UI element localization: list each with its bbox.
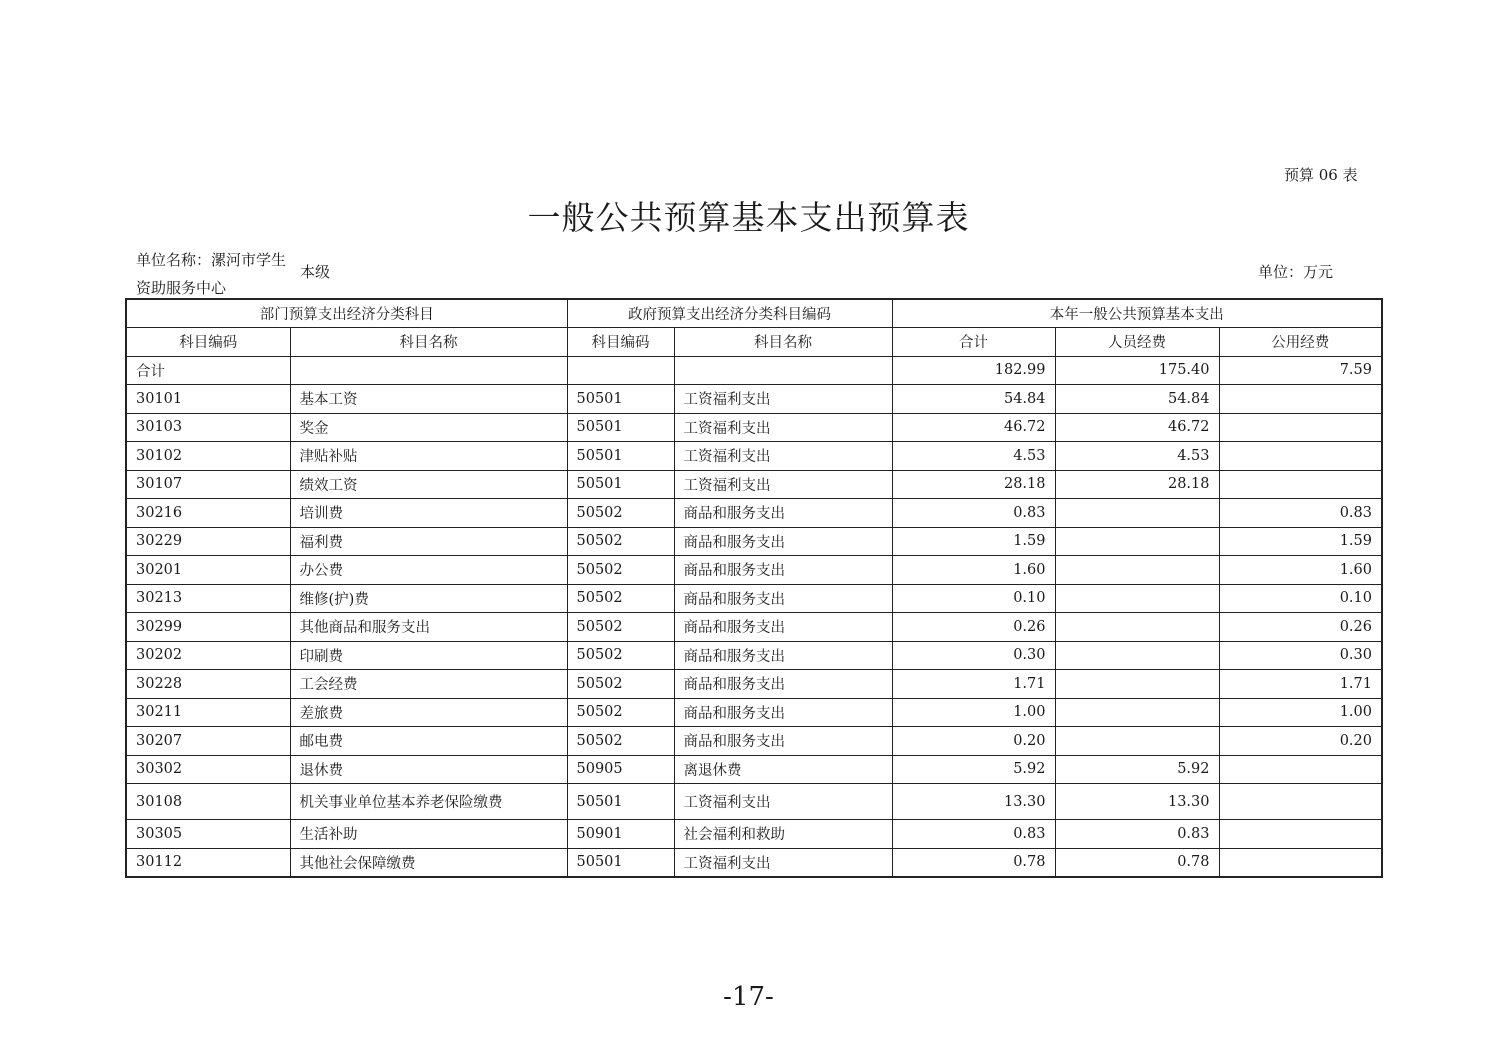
row-gov-name: 商品和服务支出 bbox=[674, 698, 892, 727]
row-gov-name: 商品和服务支出 bbox=[674, 613, 892, 642]
row-name: 奖金 bbox=[290, 413, 567, 442]
table-row bbox=[126, 784, 1382, 820]
row-gov-name: 社会福利和救助 bbox=[674, 820, 892, 849]
row-gov-name: 商品和服务支出 bbox=[674, 499, 892, 528]
row-personnel bbox=[1055, 698, 1219, 727]
row-gov-name: 工资福利支出 bbox=[674, 848, 892, 877]
col-header-public: 公用经费 bbox=[1219, 328, 1382, 357]
row-gov-code: 50905 bbox=[567, 755, 674, 784]
row-name: 退休费 bbox=[290, 755, 567, 784]
row-code: 30112 bbox=[126, 848, 290, 877]
row-name: 工会经费 bbox=[290, 670, 567, 699]
row-total: 1.59 bbox=[892, 527, 1055, 556]
row-name: 绩效工资 bbox=[290, 470, 567, 499]
row-total: 0.83 bbox=[892, 499, 1055, 528]
row-name: 其他商品和服务支出 bbox=[290, 613, 567, 642]
row-personnel: 5.92 bbox=[1055, 755, 1219, 784]
row-code: 30305 bbox=[126, 820, 290, 849]
row-name: 差旅费 bbox=[290, 698, 567, 727]
total-label: 合计 bbox=[126, 356, 290, 385]
table-row bbox=[126, 641, 1382, 670]
row-total: 1.71 bbox=[892, 670, 1055, 699]
table-row bbox=[126, 613, 1382, 642]
row-personnel: 46.72 bbox=[1055, 413, 1219, 442]
table-row bbox=[126, 727, 1382, 756]
row-code: 30299 bbox=[126, 613, 290, 642]
total-row bbox=[126, 356, 1382, 385]
table-row bbox=[126, 556, 1382, 585]
row-gov-name: 工资福利支出 bbox=[674, 470, 892, 499]
row-personnel: 0.78 bbox=[1055, 848, 1219, 877]
row-code: 30229 bbox=[126, 527, 290, 556]
row-gov-code: 50501 bbox=[567, 470, 674, 499]
row-personnel: 13.30 bbox=[1055, 784, 1219, 820]
row-gov-code: 50502 bbox=[567, 641, 674, 670]
row-total: 46.72 bbox=[892, 413, 1055, 442]
table-row bbox=[126, 698, 1382, 727]
total-public: 7.59 bbox=[1219, 356, 1382, 385]
row-name: 邮电费 bbox=[290, 727, 567, 756]
table-row bbox=[126, 820, 1382, 849]
row-gov-code: 50501 bbox=[567, 442, 674, 471]
col-header-name: 科目名称 bbox=[290, 328, 567, 357]
row-gov-code: 50502 bbox=[567, 613, 674, 642]
row-personnel: 28.18 bbox=[1055, 470, 1219, 499]
row-gov-name: 工资福利支出 bbox=[674, 385, 892, 414]
row-public: 0.10 bbox=[1219, 584, 1382, 613]
table-row bbox=[126, 527, 1382, 556]
unit-currency-label: 单位：万元 bbox=[1258, 263, 1334, 281]
row-name: 培训费 bbox=[290, 499, 567, 528]
row-personnel bbox=[1055, 527, 1219, 556]
row-personnel bbox=[1055, 584, 1219, 613]
row-gov-code: 50501 bbox=[567, 413, 674, 442]
row-gov-name: 离退休费 bbox=[674, 755, 892, 784]
row-code: 30107 bbox=[126, 470, 290, 499]
col-header-personnel: 人员经费 bbox=[1055, 328, 1219, 357]
table-row bbox=[126, 670, 1382, 699]
row-gov-name: 商品和服务支出 bbox=[674, 584, 892, 613]
row-public bbox=[1219, 470, 1382, 499]
table-row bbox=[126, 442, 1382, 471]
row-total: 28.18 bbox=[892, 470, 1055, 499]
row-public bbox=[1219, 848, 1382, 877]
row-name: 生活补助 bbox=[290, 820, 567, 849]
table-row bbox=[126, 755, 1382, 784]
unit-level: 本级 bbox=[300, 263, 331, 281]
row-code: 30213 bbox=[126, 584, 290, 613]
form-number: 预算 06 表 bbox=[1284, 166, 1358, 184]
row-total: 5.92 bbox=[892, 755, 1055, 784]
group-header-expense: 本年一般公共预算基本支出 bbox=[892, 299, 1382, 328]
row-gov-code: 50502 bbox=[567, 499, 674, 528]
row-name: 办公费 bbox=[290, 556, 567, 585]
row-personnel bbox=[1055, 727, 1219, 756]
row-code: 30302 bbox=[126, 755, 290, 784]
row-public: 0.30 bbox=[1219, 641, 1382, 670]
row-public: 1.71 bbox=[1219, 670, 1382, 699]
row-code: 30103 bbox=[126, 413, 290, 442]
unit-name-label: 单位名称：漯河市学生资助服务中心 bbox=[136, 251, 287, 297]
row-code: 30228 bbox=[126, 670, 290, 699]
row-code: 30216 bbox=[126, 499, 290, 528]
table-body bbox=[126, 356, 1382, 877]
row-personnel: 54.84 bbox=[1055, 385, 1219, 414]
row-total: 0.78 bbox=[892, 848, 1055, 877]
page-title: 一般公共预算基本支出预算表 bbox=[527, 198, 970, 237]
row-total: 54.84 bbox=[892, 385, 1055, 414]
row-public: 1.60 bbox=[1219, 556, 1382, 585]
row-gov-name: 工资福利支出 bbox=[674, 784, 892, 820]
row-personnel: 0.83 bbox=[1055, 820, 1219, 849]
row-public bbox=[1219, 442, 1382, 471]
row-gov-name: 工资福利支出 bbox=[674, 442, 892, 471]
row-total: 13.30 bbox=[892, 784, 1055, 820]
total-sum: 182.99 bbox=[892, 356, 1055, 385]
row-public: 1.00 bbox=[1219, 698, 1382, 727]
row-personnel bbox=[1055, 641, 1219, 670]
row-public bbox=[1219, 413, 1382, 442]
row-name: 维修(护)费 bbox=[290, 584, 567, 613]
row-gov-code: 50502 bbox=[567, 527, 674, 556]
row-name: 福利费 bbox=[290, 527, 567, 556]
budget-table bbox=[125, 298, 1383, 878]
row-total: 4.53 bbox=[892, 442, 1055, 471]
row-gov-name: 商品和服务支出 bbox=[674, 527, 892, 556]
row-total: 0.10 bbox=[892, 584, 1055, 613]
row-gov-code: 50502 bbox=[567, 727, 674, 756]
row-code: 30102 bbox=[126, 442, 290, 471]
row-code: 30101 bbox=[126, 385, 290, 414]
row-gov-code: 50502 bbox=[567, 584, 674, 613]
row-gov-code: 50501 bbox=[567, 784, 674, 820]
row-personnel: 4.53 bbox=[1055, 442, 1219, 471]
row-public bbox=[1219, 820, 1382, 849]
col-header-code: 科目编码 bbox=[126, 328, 290, 357]
row-code: 30201 bbox=[126, 556, 290, 585]
col-header-gov-name: 科目名称 bbox=[674, 328, 892, 357]
row-gov-code: 50502 bbox=[567, 556, 674, 585]
row-name: 机关事业单位基本养老保险缴费 bbox=[290, 784, 567, 820]
row-gov-name: 商品和服务支出 bbox=[674, 727, 892, 756]
table-row bbox=[126, 848, 1382, 877]
row-code: 30211 bbox=[126, 698, 290, 727]
row-name: 津贴补贴 bbox=[290, 442, 567, 471]
row-total: 1.00 bbox=[892, 698, 1055, 727]
row-public bbox=[1219, 385, 1382, 414]
table-row bbox=[126, 385, 1382, 414]
group-header-gov: 政府预算支出经济分类科目编码 bbox=[567, 299, 892, 328]
row-gov-name: 工资福利支出 bbox=[674, 413, 892, 442]
row-gov-name: 商品和服务支出 bbox=[674, 556, 892, 585]
row-public: 1.59 bbox=[1219, 527, 1382, 556]
row-total: 1.60 bbox=[892, 556, 1055, 585]
total-personnel: 175.40 bbox=[1055, 356, 1219, 385]
page-number: -17- bbox=[723, 982, 774, 1012]
row-gov-code: 50502 bbox=[567, 698, 674, 727]
row-gov-code: 50901 bbox=[567, 820, 674, 849]
row-public bbox=[1219, 755, 1382, 784]
row-gov-code: 50501 bbox=[567, 385, 674, 414]
table-row bbox=[126, 584, 1382, 613]
row-gov-code: 50501 bbox=[567, 848, 674, 877]
row-total: 0.26 bbox=[892, 613, 1055, 642]
row-public: 0.20 bbox=[1219, 727, 1382, 756]
row-gov-code: 50502 bbox=[567, 670, 674, 699]
row-public bbox=[1219, 784, 1382, 820]
row-name: 印刷费 bbox=[290, 641, 567, 670]
row-code: 30202 bbox=[126, 641, 290, 670]
row-personnel bbox=[1055, 556, 1219, 585]
row-total: 0.30 bbox=[892, 641, 1055, 670]
row-code: 30108 bbox=[126, 784, 290, 820]
row-total: 0.83 bbox=[892, 820, 1055, 849]
row-public: 0.26 bbox=[1219, 613, 1382, 642]
row-code: 30207 bbox=[126, 727, 290, 756]
table-row bbox=[126, 413, 1382, 442]
row-total: 0.20 bbox=[892, 727, 1055, 756]
row-public: 0.83 bbox=[1219, 499, 1382, 528]
row-name: 其他社会保障缴费 bbox=[290, 848, 567, 877]
col-header-gov-code: 科目编码 bbox=[567, 328, 674, 357]
row-gov-name: 商品和服务支出 bbox=[674, 670, 892, 699]
table-row bbox=[126, 499, 1382, 528]
table-row bbox=[126, 470, 1382, 499]
row-personnel bbox=[1055, 613, 1219, 642]
row-gov-name: 商品和服务支出 bbox=[674, 641, 892, 670]
group-header-dept: 部门预算支出经济分类科目 bbox=[126, 299, 567, 328]
row-personnel bbox=[1055, 499, 1219, 528]
col-header-total: 合计 bbox=[892, 328, 1055, 357]
row-name: 基本工资 bbox=[290, 385, 567, 414]
row-personnel bbox=[1055, 670, 1219, 699]
